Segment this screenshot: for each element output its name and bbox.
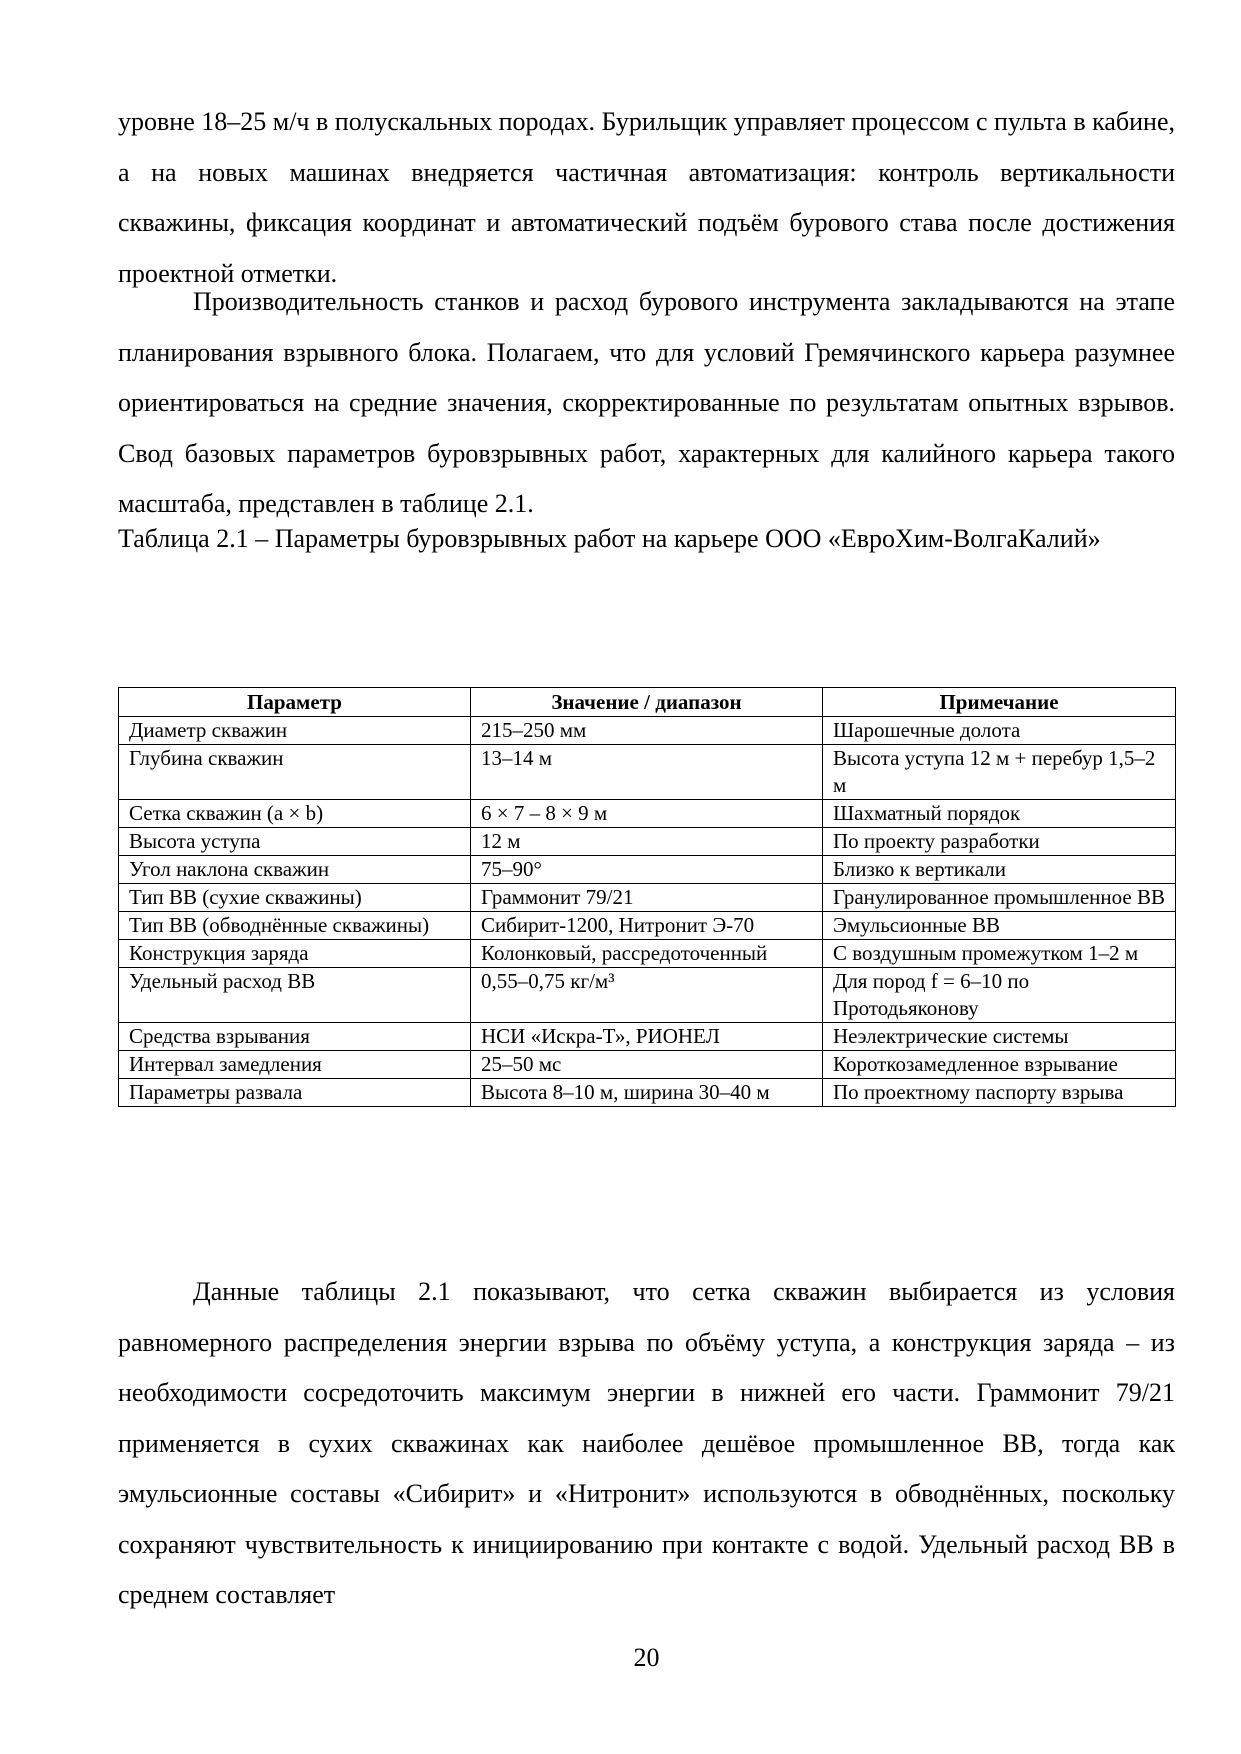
page-number: 20 [633, 1643, 660, 1672]
table-row [119, 1023, 1176, 1051]
cell-parameter: Диаметр скважин [119, 717, 471, 745]
cell-parameter: Высота уступа [119, 828, 471, 856]
cell-note: Короткозамедленное взрывание [823, 1051, 1176, 1079]
header-note: Примечание [823, 688, 1176, 717]
cell-parameter: Удельный расход ВВ [119, 968, 471, 1023]
cell-value: Высота 8–10 м, ширина 30–40 м [471, 1079, 823, 1107]
cell-value: 6 × 7 – 8 × 9 м [471, 800, 823, 828]
cell-parameter: Глубина скважин [119, 745, 471, 800]
cell-value: Колонковый, рассредоточенный [471, 940, 823, 968]
table-row [119, 828, 1176, 856]
parameters-table [118, 687, 1176, 1107]
cell-note: Гранулированное промышленное ВВ [823, 884, 1176, 912]
cell-parameter: Интервал замедления [119, 1051, 471, 1079]
table-row [119, 968, 1176, 1023]
cell-note: Для пород f = 6–10 по Протодьяконову [823, 968, 1176, 1023]
cell-value: 0,55–0,75 кг/м³ [471, 968, 823, 1023]
table-row [119, 1051, 1176, 1079]
cell-note: По проектному паспорту взрыва [823, 1079, 1176, 1107]
cell-value: 215–250 мм [471, 717, 823, 745]
cell-parameter: Тип ВВ (сухие скважины) [119, 884, 471, 912]
cell-parameter: Сетка скважин (a × b) [119, 800, 471, 828]
cell-note: Эмульсионные ВВ [823, 912, 1176, 940]
cell-value: Граммонит 79/21 [471, 884, 823, 912]
paragraph-drilling-rate: уровне 18–25 м/ч в полускальных породах. Бурильщик управляет процессом с пульта в кабине, а на новых машинах внедряется частичная автоматизация: контроль вертикальности скважины, фиксация координат и автоматический подъём бурового става после достижения проектной отметки. [118, 107, 1175, 288]
table-row [119, 745, 1176, 800]
cell-parameter: Средства взрывания [119, 1023, 471, 1051]
table-row [119, 1079, 1176, 1107]
table-row [119, 800, 1176, 828]
cell-note: Неэлектрические системы [823, 1023, 1176, 1051]
cell-note: Шахматный порядок [823, 800, 1176, 828]
cell-value: Сибирит-1200, Нитронит Э-70 [471, 912, 823, 940]
cell-parameter: Тип ВВ (обводнённые скважины) [119, 912, 471, 940]
cell-note: Близко к вертикали [823, 856, 1176, 884]
paragraph-productivity: Производительность станков и расход бурового инструмента закладываются на этапе планирования взрывного блока. Полагаем, что для условий Гремячинского карьера разумнее ориентироваться на средние значения, скорректированные по результатам опытных взрывов. Свод базовых параметров буровзрывных работ, характерных для калийного карьера такого масштаба, представлен в таблице 2.1. [118, 287, 1175, 518]
cell-parameter: Параметры развала [119, 1079, 471, 1107]
cell-value: 13–14 м [471, 745, 823, 800]
paragraph-table-analysis: Данные таблицы 2.1 показывают, что сетка скважин выбирается из условия равномерного распределения энергии взрыва по объёму уступа, а конструкция заряда – из необходимости сосредоточить максимум энергии в нижней его части. Граммонит 79/21 применяется в сухих скважинах как наиболее дешёвое промышленное ВВ, тогда как эмульсионные составы «Сибирит» и «Нитронит» используются в обводнённых, поскольку сохраняют чувствительность к инициированию при контакте с водой. Удельный расход ВВ в среднем составляет [118, 1277, 1175, 1609]
cell-note: По проекту разработки [823, 828, 1176, 856]
header-value-range: Значение / диапазон [471, 688, 823, 717]
table-row [119, 717, 1176, 745]
cell-value: НСИ «Искра-Т», РИОНЕЛ [471, 1023, 823, 1051]
header-parameter: Параметр [119, 688, 471, 717]
table-header-row [119, 688, 1176, 717]
cell-parameter: Угол наклона скважин [119, 856, 471, 884]
table-caption: Таблица 2.1 – Параметры буровзрывных работ на карьере ООО «ЕвроХим-ВолгаКалий» [118, 524, 1101, 553]
table-row [119, 856, 1176, 884]
cell-value: 75–90° [471, 856, 823, 884]
cell-value: 25–50 мс [471, 1051, 823, 1079]
table-row [119, 940, 1176, 968]
table-row [119, 912, 1176, 940]
cell-note: Высота уступа 12 м + перебур 1,5–2 м [823, 745, 1176, 800]
table-row [119, 884, 1176, 912]
cell-parameter: Конструкция заряда [119, 940, 471, 968]
cell-note: С воздушным промежутком 1–2 м [823, 940, 1176, 968]
cell-value: 12 м [471, 828, 823, 856]
cell-note: Шарошечные долота [823, 717, 1176, 745]
